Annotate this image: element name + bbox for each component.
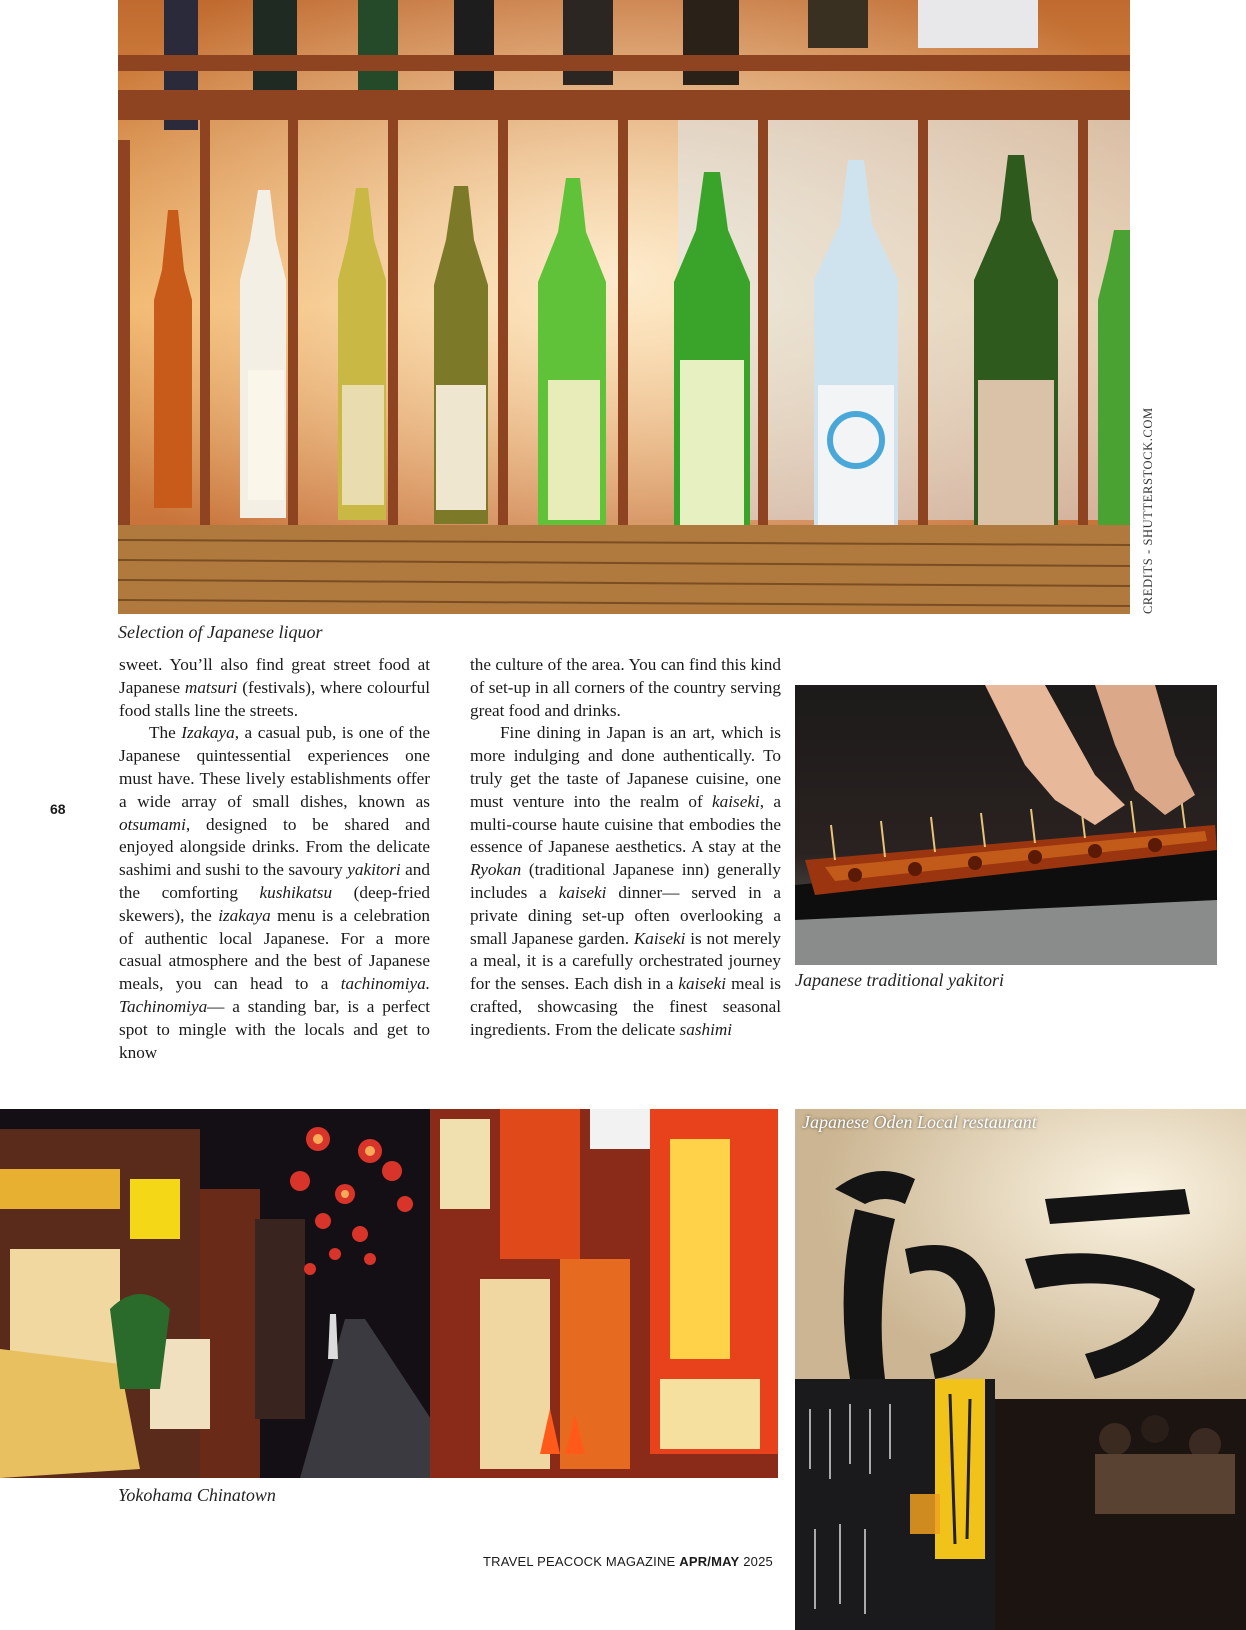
- issue-separator: /: [707, 1554, 712, 1569]
- italic-term: kaiseki: [678, 974, 727, 994]
- text-run: and the comforting: [119, 860, 430, 902]
- photo-credit: CREDITS - SHUTTERSTOCK.COM: [1141, 407, 1155, 614]
- text-run: (traditional Japanese inn) generally includes a: [470, 860, 781, 902]
- italic-term: sashimi: [679, 1019, 733, 1039]
- italic-term: kaiseki: [558, 882, 607, 902]
- italic-term: kaiseki: [712, 791, 760, 811]
- text-run: the culture of the area. You can find this kind of set-up in all corners of the country serving great food and drinks.: [470, 655, 781, 720]
- yakitori-illustration: [795, 685, 1217, 965]
- chinatown-street-illustration: [0, 1109, 778, 1478]
- caption-japanese-liquor: Selection of Japanese liquor: [118, 622, 323, 642]
- page-number: 68: [50, 801, 66, 817]
- text-run: sweet. You’ll also find great street food at Japanese: [119, 655, 430, 697]
- text-run: (deep-fried skewers), the: [119, 882, 430, 925]
- photo-yokohama-chinatown: [0, 1109, 778, 1478]
- welcome-sign: [935, 1379, 985, 1559]
- text-run: Fine dining in Japan is an art, which is more indulging and done authentically. To truly get the taste of Japanese cuisine, one must venture into the realm of: [470, 723, 781, 811]
- paragraph: [470, 654, 781, 722]
- caption-oden-restaurant: Japanese Oden Local restaurant: [802, 1112, 1037, 1132]
- magazine-name: TRAVEL PEACOCK MAGAZINE: [483, 1554, 676, 1569]
- italic-term: yakitori: [347, 860, 401, 880]
- italic-term: otsumami: [119, 814, 186, 834]
- issue-month-1: APR: [679, 1554, 708, 1569]
- oden-noren-illustration: [795, 1109, 1246, 1630]
- paragraph: [119, 722, 430, 1064]
- italic-term: tachinomiya. Tachinomiya: [119, 974, 430, 1016]
- issue-month-2: MAY: [711, 1554, 740, 1569]
- text-run: meal is crafted, showcasing the finest seasonal ingredients. From the delicate: [470, 974, 781, 1039]
- italic-term: kushikatsu: [259, 882, 333, 902]
- italic-term: Ryokan: [470, 860, 522, 880]
- caption-yakitori: Japanese traditional yakitori: [795, 970, 1004, 990]
- text-run: menu is a celebration of authentic local Japanese. For a more casual atmosphere and the best of Japanese meals, you can head to a: [119, 905, 431, 994]
- text-run: , a casual pub, is one of the Japanese quintessential experiences one must have. These lively establishments offer a wide array of small dishes, known as: [119, 723, 430, 811]
- article-column-1: [119, 654, 430, 1064]
- paragraph: [119, 654, 430, 722]
- italic-term: Kaiseki: [633, 928, 686, 948]
- italic-term: izakaya: [218, 905, 271, 925]
- page-footer: [483, 1554, 773, 1569]
- article-column-2: [470, 654, 781, 1042]
- photo-japanese-liquor: [118, 0, 1130, 614]
- text-run: , a multi-course haute cuisine that embodies the essence of Japanese aesthetics. A stay at the: [470, 791, 781, 857]
- liquor-shelf-illustration: [118, 0, 1130, 614]
- caption-yokohama-chinatown: Yokohama Chinatown: [118, 1485, 276, 1505]
- text-run: dinner— served in a private dining set-up often overlooking a small Japanese garden.: [470, 882, 781, 948]
- photo-yakitori: [795, 685, 1217, 965]
- italic-term: Izakaya: [181, 723, 235, 743]
- text-run: (festivals), where colourful food stalls line the streets.: [119, 677, 430, 720]
- issue-year: 2025: [743, 1554, 773, 1569]
- text-run: is not merely a meal, it is a carefully orchestrated journey for the senses. Each dish in a: [470, 928, 781, 994]
- text-run: , designed to be shared and enjoyed alongside drinks. From the delicate sashimi and sushi to the savoury: [119, 814, 430, 880]
- photo-oden-restaurant: [795, 1109, 1246, 1630]
- italic-term: matsuri: [184, 677, 238, 697]
- text-run: — a standing bar, is a perfect spot to mingle with the locals and get to know: [119, 996, 430, 1062]
- text-run: The: [149, 723, 182, 743]
- right-storefronts: [430, 1109, 778, 1478]
- paragraph: [470, 722, 781, 1041]
